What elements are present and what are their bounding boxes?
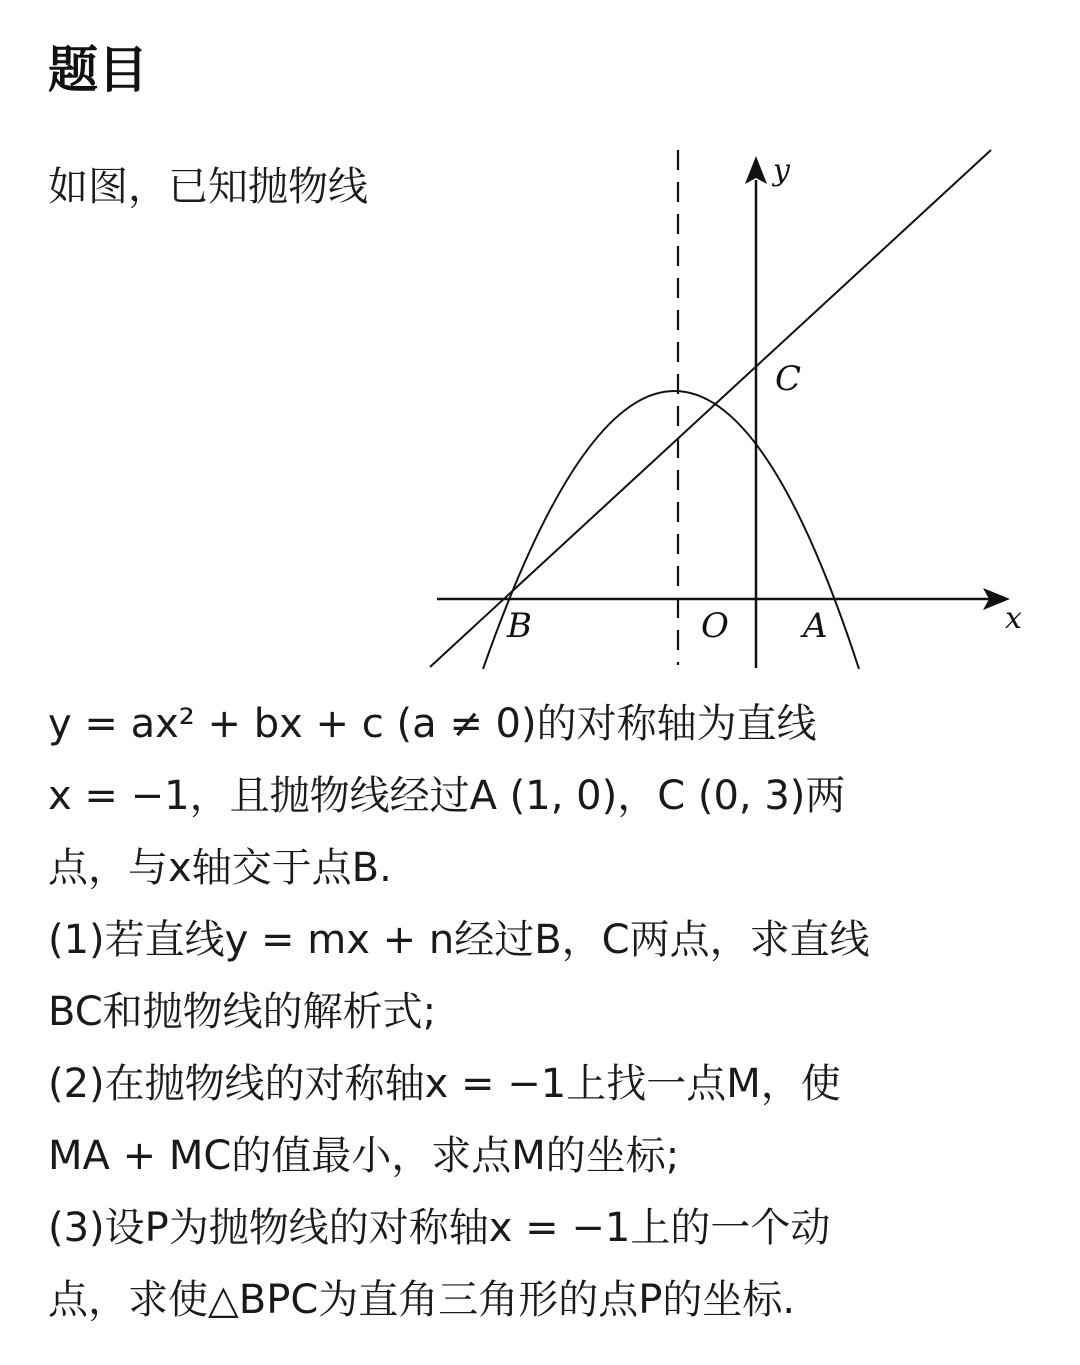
problem-line: 点，求使△BPC为直角三角形的点P的坐标. [48, 1277, 796, 1323]
problem-line: MA + MC的值最小，求点M的坐标; [48, 1133, 680, 1179]
parabola-figure [425, 140, 1045, 675]
problem-line: BC和抛物线的解析式; [48, 989, 437, 1035]
x-axis-label: x [1005, 601, 1022, 636]
point-label-a: A [803, 606, 828, 646]
problem-line: y = ax² + bx + c (a ≠ 0)的对称轴为直线 [48, 701, 817, 747]
intro-text: 如图，已知抛物线 [48, 164, 368, 210]
figure-svg [425, 140, 1045, 675]
y-axis-arrow-icon [745, 156, 767, 184]
page-title: 题目 [48, 41, 148, 99]
problem-line: (1)若直线y = mx + n经过B，C两点，求直线 [48, 917, 870, 963]
point-label-c: C [775, 359, 802, 399]
problem-text [48, 688, 1048, 1336]
problem-line: (2)在抛物线的对称轴x = −1上找一点M，使 [48, 1061, 841, 1107]
problem-line: 点，与x轴交于点B. [48, 845, 392, 891]
point-label-b: B [507, 606, 532, 646]
problem-line: x = −1，且抛物线经过A (1, 0)，C (0, 3)两 [48, 773, 846, 819]
point-label-o: O [701, 606, 729, 646]
y-axis-label: y [773, 153, 790, 188]
problem-line: (3)设P为抛物线的对称轴x = −1上的一个动 [48, 1205, 831, 1251]
